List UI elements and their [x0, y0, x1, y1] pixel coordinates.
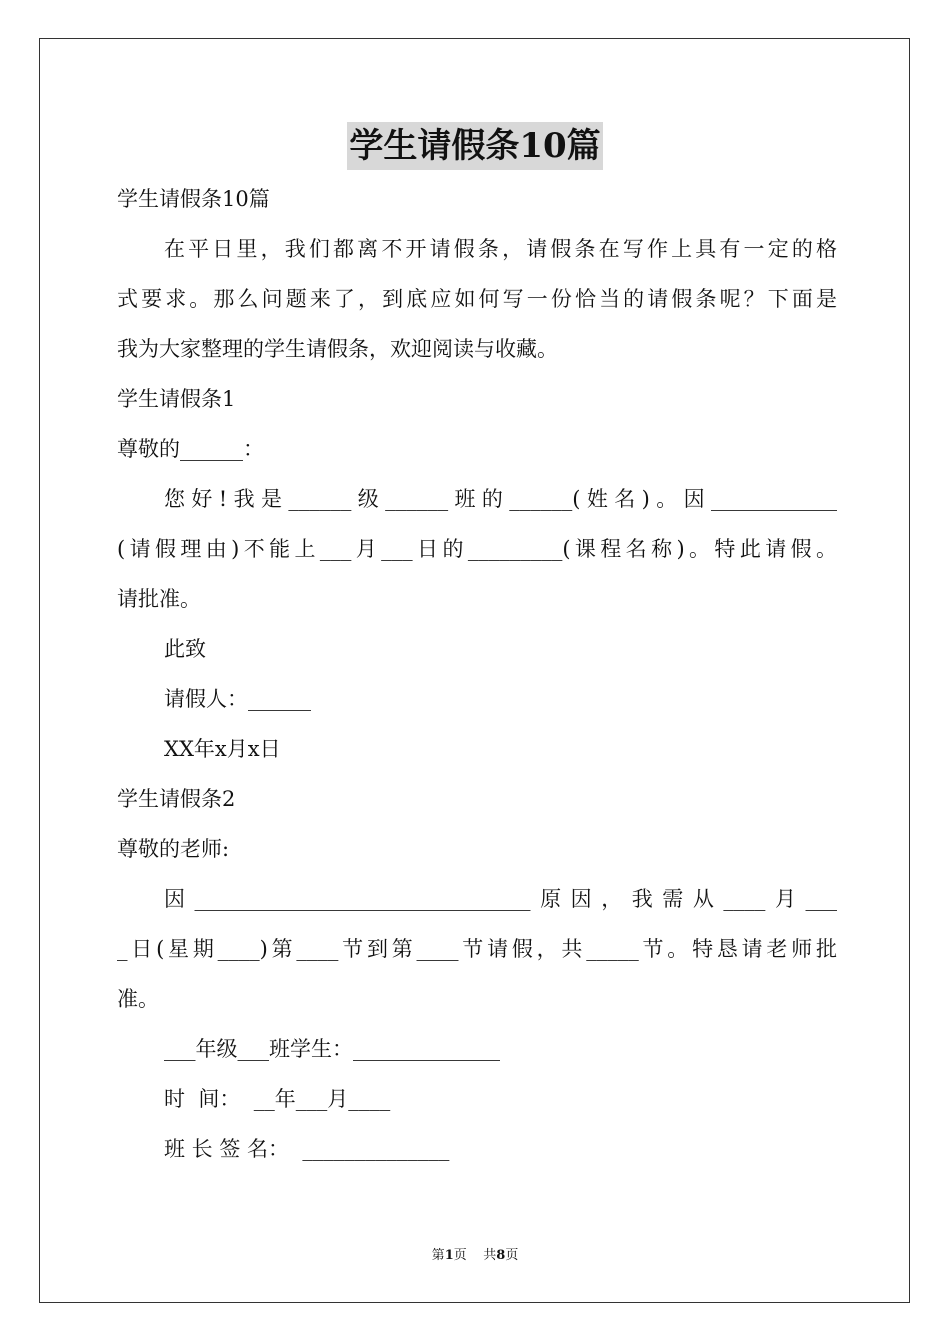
footer-page-current: 1	[444, 1248, 454, 1263]
intro-line-3: 我为大家整理的学生请假条，欢迎阅读与收藏。	[117, 337, 558, 361]
closing-1: 此致	[164, 637, 206, 661]
intro-line-1: 在平日里，我们都离不开请假条，请假条在写作上具有一定的格	[164, 237, 837, 261]
footer-page-total: 8	[496, 1248, 506, 1263]
date-1: XX年x月x日	[164, 737, 281, 761]
subtitle: 学生请假条10篇	[117, 187, 270, 211]
section-heading-1: 学生请假条1	[117, 387, 236, 411]
footer-mid: 页 共	[453, 1248, 497, 1263]
body-1-line-3: 请批准。	[117, 587, 201, 611]
footer-pre: 第	[431, 1248, 445, 1263]
body-1-line-1: 您好!我是______级______班的______(姓名)。因____________	[164, 487, 837, 511]
body-2-line-1: 因________________________________原因，我需从____月___	[164, 887, 837, 911]
salutation-1: 尊敬的______：	[117, 437, 264, 461]
salutation-2: 尊敬的老师:	[117, 837, 230, 861]
section-heading-2: 学生请假条2	[117, 787, 236, 811]
class-field-2: ___年级___班学生：______________	[164, 1037, 500, 1061]
page-footer	[0, 1248, 950, 1264]
intro-line-2: 式要求。那么问题来了，到底应如何写一份恰当的请假条呢？下面是	[117, 287, 837, 311]
document-title: 学生请假条10篇	[347, 122, 602, 170]
body-1-line-2: (请假理由)不能上___月___日的_________(课程名称)。特此请假。	[117, 537, 837, 561]
footer-post: 页	[505, 1248, 519, 1263]
monitor-signature-2: 班 长 签 名： ______________	[164, 1137, 450, 1161]
time-field-2: 时 间： __年___月____	[164, 1087, 391, 1111]
body-2-line-2: _日(星期____)第____节到第____节请假，共_____节。特恳请老师批	[117, 937, 837, 961]
title-wrap	[0, 122, 950, 170]
body-2-line-3: 准。	[117, 987, 159, 1011]
signer-1: 请假人：______	[164, 687, 311, 711]
